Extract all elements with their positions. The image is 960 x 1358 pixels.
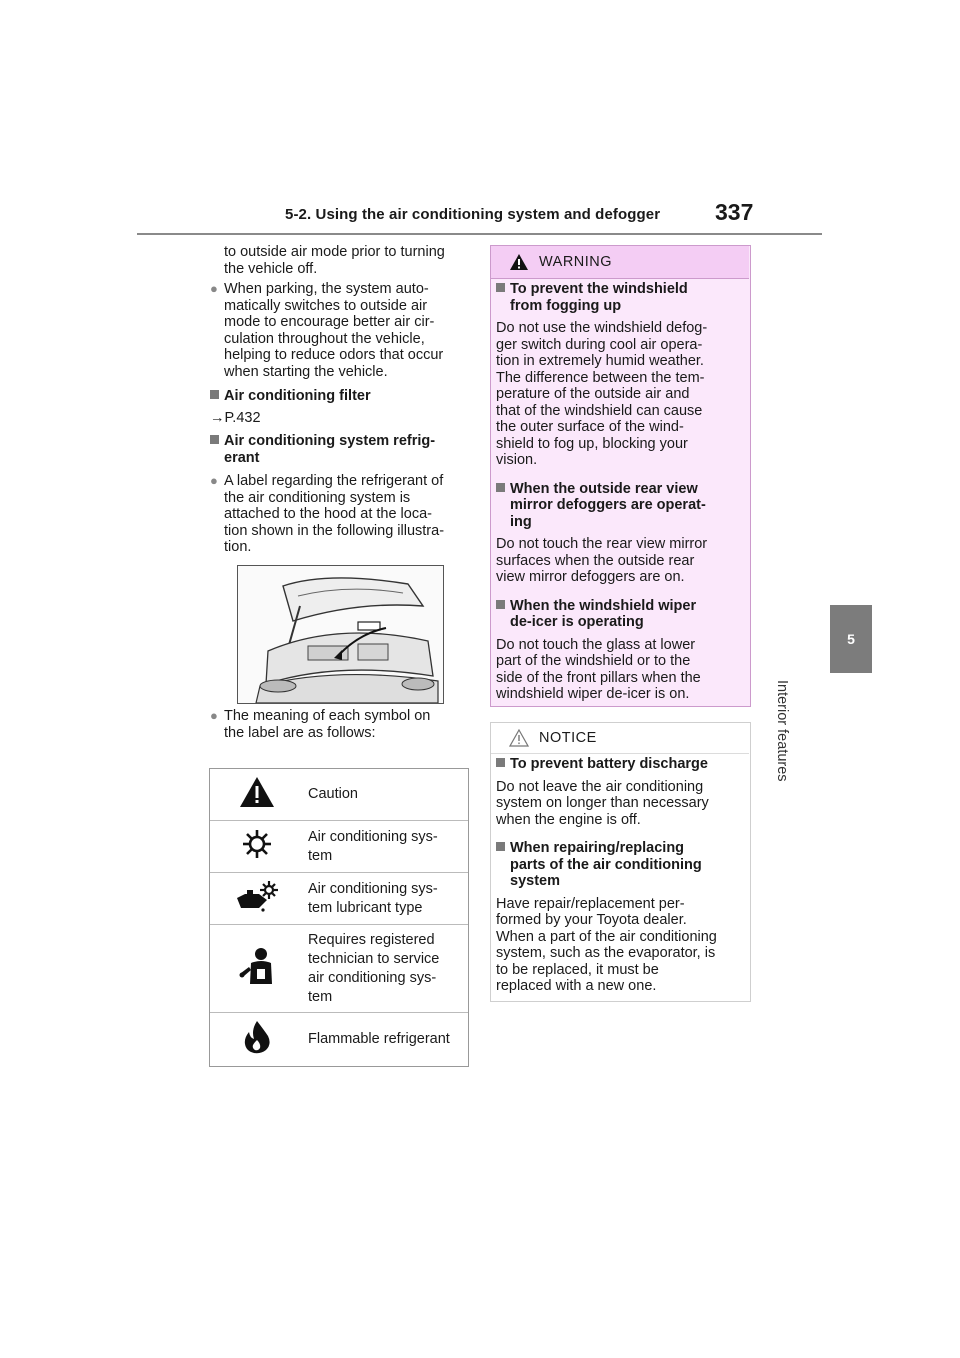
warning-title: WARNING <box>539 254 613 270</box>
warning-header <box>491 246 749 279</box>
section-title-text: Air conditioning filter <box>224 388 371 404</box>
section-title <box>210 388 470 405</box>
text-line: tem <box>308 847 333 864</box>
symbol-description <box>304 1013 469 1067</box>
text-line: replaced with a new one. <box>496 978 657 994</box>
chapter-tab: 5 <box>830 605 872 673</box>
flame-icon <box>210 1013 305 1067</box>
text-line: technician to service <box>308 950 440 967</box>
symbol-description <box>304 873 469 925</box>
text-line: vision. <box>496 452 538 468</box>
text-line: A label regarding the refrigerant of <box>224 473 444 489</box>
page-number: 337 <box>715 199 754 225</box>
text-line: Air conditioning sys- <box>308 828 438 845</box>
subsection-title: de-icer is operating <box>510 614 644 630</box>
text-line: part of the windshield or to the <box>496 653 691 669</box>
symbols-table <box>209 768 469 1067</box>
section-title <box>210 433 470 466</box>
square-bullet-icon <box>210 390 219 399</box>
intro-line: the vehicle off. <box>224 260 318 277</box>
text-line: windshield wiper de-icer is on. <box>496 686 690 702</box>
text-line: culation throughout the vehicle, <box>224 330 425 347</box>
notice-icon <box>509 729 529 747</box>
text-line: ger switch during cool air opera- <box>496 336 703 353</box>
text-line: The meaning of each symbol on <box>224 708 431 724</box>
subsection-title: When the outside rear view <box>510 480 698 497</box>
square-bullet-icon <box>496 600 505 609</box>
bullet-item <box>210 473 474 556</box>
text-line: attached to the hood at the loca- <box>224 506 432 522</box>
text-line: tem lubricant type <box>308 899 423 916</box>
page-reference: →P.432 <box>210 410 261 426</box>
subsection-title: To prevent the windshield <box>510 281 688 297</box>
square-bullet-icon <box>496 283 505 292</box>
square-bullet-icon <box>496 842 505 851</box>
text-line: tem <box>308 988 333 1005</box>
text-line: perature of the outside air and <box>496 386 690 402</box>
bullet-icon: ● <box>210 708 218 723</box>
symbol-description <box>304 925 469 1013</box>
subsection-title: system <box>510 873 560 889</box>
text-line: the outer surface of the wind- <box>496 419 684 435</box>
bullet-item <box>210 708 474 741</box>
text-line: Caution <box>308 786 358 802</box>
text-line: the label are as follows: <box>224 724 376 741</box>
section-title-text: erant <box>224 449 260 466</box>
subsection-title: When repairing/replacing <box>510 840 685 856</box>
text-line: when the engine is off. <box>496 811 641 828</box>
text-line: tion. <box>224 539 252 555</box>
subsection-title: parts of the air conditioning <box>510 856 702 873</box>
warning-content <box>496 281 746 703</box>
text-line: view mirror defoggers are on. <box>496 569 685 585</box>
header-divider <box>137 233 822 235</box>
subsection-title: When the windshield wiper <box>510 597 697 614</box>
snowflake-icon <box>210 821 305 873</box>
subsection-title: ing <box>510 513 532 530</box>
text-line: Air conditioning sys- <box>308 880 438 897</box>
hood-label-illustration <box>237 565 444 704</box>
bullet-icon: ● <box>210 473 218 488</box>
subsection-title: To prevent battery discharge <box>510 756 708 772</box>
table-row <box>210 769 469 821</box>
text-line: Do not touch the glass at lower <box>496 636 696 653</box>
warning-icon <box>509 253 529 271</box>
text-line: to be replaced, it must be <box>496 961 659 978</box>
text-line: When a part of the air conditioning <box>496 928 717 945</box>
text-line: Flammable refrigerant <box>308 1031 450 1047</box>
text-line: Requires registered <box>308 931 435 948</box>
text-line: formed by your Toyota dealer. <box>496 912 687 928</box>
table-row <box>210 873 469 925</box>
caution-triangle-icon <box>210 769 305 821</box>
text-line: side of the front pillars when the <box>496 669 701 686</box>
section-title-text: Air conditioning system refrig- <box>224 433 436 449</box>
text-line: When parking, the system auto- <box>224 281 429 297</box>
notice-content <box>496 756 746 995</box>
symbol-description <box>304 821 469 873</box>
table-row <box>210 1013 469 1067</box>
text-line: the air conditioning system is <box>224 489 411 506</box>
subsection-title: from fogging up <box>510 297 622 314</box>
left-column <box>224 244 474 277</box>
square-bullet-icon <box>496 758 505 767</box>
subsection-title: mirror defoggers are operat- <box>510 497 706 513</box>
text-line: Do not leave the air conditioning <box>496 778 704 795</box>
table-row <box>210 821 469 873</box>
text-line: Do not touch the rear view mirror <box>496 536 708 552</box>
square-bullet-icon <box>210 435 219 444</box>
square-bullet-icon <box>496 483 505 492</box>
text-line: system on longer than necessary <box>496 795 709 811</box>
text-line: mode to encourage better air cir- <box>224 314 435 330</box>
notice-title: NOTICE <box>539 730 597 746</box>
table-row <box>210 925 469 1013</box>
oil-can-icon <box>210 873 305 925</box>
text-line: air conditioning sys- <box>308 969 437 986</box>
text-line: shield to fog up, blocking your <box>496 435 688 452</box>
technician-icon <box>210 925 305 1013</box>
text-line: The difference between the tem- <box>496 369 705 386</box>
bullet-item <box>210 281 474 380</box>
notice-header <box>491 723 749 754</box>
text-line: helping to reduce odors that occur <box>224 347 444 363</box>
text-line: matically switches to outside air <box>224 297 428 314</box>
text-line: tion shown in the following illustra- <box>224 522 445 539</box>
bullet-icon: ● <box>210 281 218 296</box>
section-heading: 5-2. Using the air conditioning system and defogger <box>285 206 661 223</box>
text-line: Do not use the windshield defog- <box>496 320 708 336</box>
text-line: that of the windshield can cause <box>496 402 703 419</box>
text-line: when starting the vehicle. <box>224 363 388 380</box>
symbol-description <box>304 769 469 821</box>
chapter-title: Interior features <box>774 680 790 782</box>
chapter-title-wrap <box>770 680 790 840</box>
text-line: system, such as the evaporator, is <box>496 945 716 961</box>
text-line: Have repair/replacement per- <box>496 895 685 912</box>
intro-line: to outside air mode prior to turning <box>224 244 445 260</box>
text-line: tion in extremely humid weather. <box>496 353 704 369</box>
text-line: surfaces when the outside rear <box>496 552 695 569</box>
